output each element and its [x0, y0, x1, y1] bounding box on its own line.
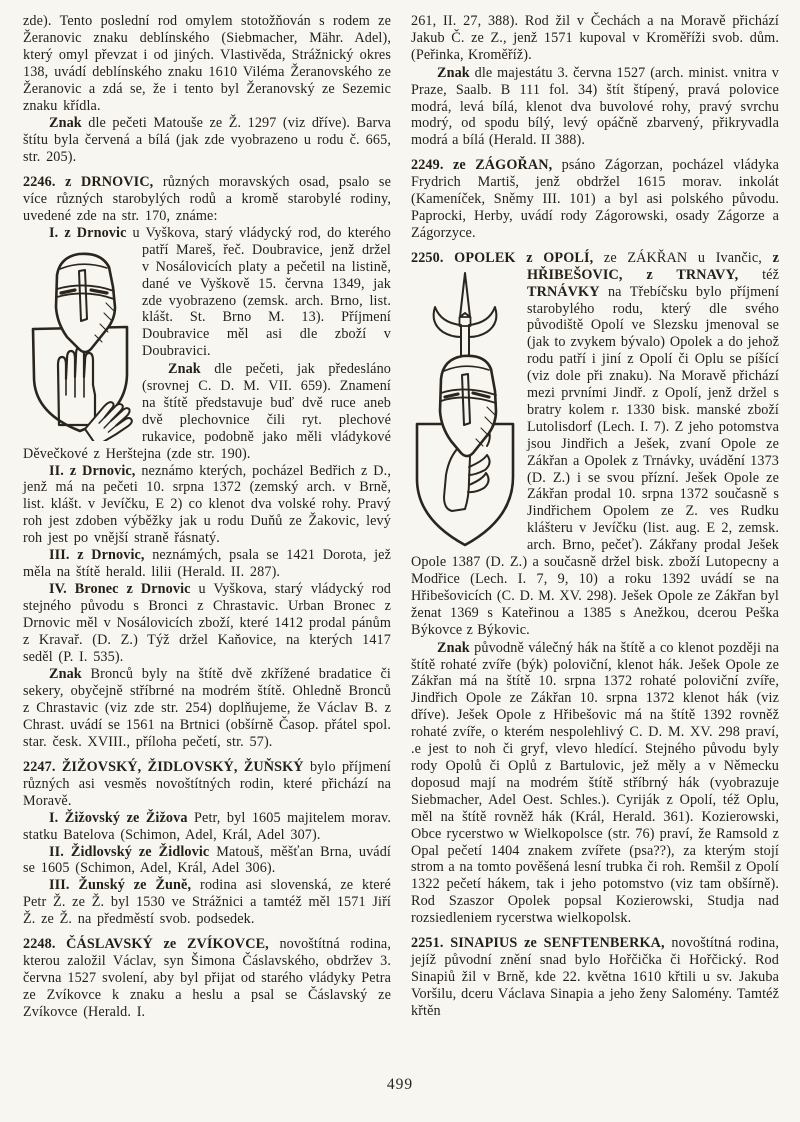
entry-2250-heading [411, 250, 779, 639]
entry-2246-heading [23, 174, 391, 225]
left-column [23, 13, 391, 1021]
body-text: u Vyškova, starý vládycký rod, [126, 224, 322, 241]
item-title: IV. Bronec z Drnovic [49, 580, 191, 597]
znak-label: Znak [437, 64, 470, 81]
entry-number-title: 2246. z DRNOVIC, [23, 174, 154, 191]
item-title: TRNÁVKY [527, 283, 600, 300]
entry-2247-item-2 [23, 844, 391, 878]
entry-number-title: 2251. SINAPIUS ze SENFTENBERKA, [411, 935, 665, 952]
drnovic-seal-figure [27, 245, 133, 441]
znak-label: Znak [437, 639, 470, 656]
paragraph-znak-zeranovic [23, 115, 391, 166]
body-text: dle majestátu 3. června 1527 (arch. minist. vnitra v Praze, Saalb. B 111 fol. 34) štít štípený, pravá polovice modrá, levá bílá, klenot dva buvolové rohy, pravý svrchu modrý, od spodu bílý, levý opáčně zbarvený, přikryvadla modrá a bílá (Herald. II 388). [411, 64, 779, 149]
body-text: ze ZÁKŘAN u Ivančic, [593, 249, 773, 266]
body-text: do kterého patří Mareš, řeč. Doubravice, jenž držel v Nosálovicích platy a pečetil na listině, dané ve Vyškově 15. června 1349, jak zde vyobrazeno (zemsk. arch. Brno, list. klášt. St. Brno M. 13). Příjmení Doubravice měl asi dle zboží v Doubravici. [142, 224, 391, 360]
entry-2246-item-1 [23, 225, 391, 360]
item-title: I. z Drnovic [49, 224, 127, 241]
paragraph-continuation [411, 13, 779, 64]
right-column [411, 13, 779, 1021]
body-text: 261, II. 27, 388). Rod žil v Čechách a na Moravě přichází Jakub Č. ze Z., jenž 1571 kupoval v Kroměříži svob. dům. (Peřinka, Kroměříž). [411, 13, 779, 63]
body-text: dle pečeti Matouše ze Ž. 1297 (viz dříve). Barva štítu byla červená a bílá (jak zde vyobrazeno u rodu č. 665, str. 205). [23, 115, 391, 166]
paragraph-znak-opolek [411, 640, 779, 927]
item-title: II. z Drnovic, [49, 462, 136, 479]
entry-2249-heading [411, 157, 779, 242]
item-title: z HŘIBEŠOVIC, z TRNAVY, [527, 249, 779, 283]
entry-2247-heading [23, 759, 391, 810]
entry-2248-heading [23, 936, 391, 1021]
body-text: Matouš, měšťan Brna, uvádí se 1605 (Schimon, Adel, Král, Adel 306). [23, 843, 391, 877]
page-number: 499 [386, 1076, 414, 1093]
entry-number-title: 2249. ze ZÁGOŘAN, [411, 157, 553, 174]
body-text: původně válečný hák na štítě a co klenot později na štítě rohaté zvíře (býk) poloviční, klenot hák. Ješek Opole ze Zákřan má na štítě 10. srpna 1372 rohaté poloviční zvíře, Jindřich Opole ze Zákřan 10. srpna 1372 klenot hák (viz dříve). Ješek Opole z Hřibešovic má na štítě 1392 rovněž rohaté zvíře, o kterém nespolehlivý C. D. M. XV. 298 praví, .e jest to noh či gryf, vlevo hledící. Stejného původu byly rody Opolů či Oplů z Bartulovic, jež měly a v Německu doposud mají na modrém štítě stříbrný hák (vyobrazuje Siebmacher, Adel Oest. Schles.). Cyriják z Opolí, též Oplu, měl na štítě rovněž hák (Král, Herald. 361). Kozierowski, Obce rycerstwo w Wielkopolsce (str. 76) praví, že Ramsold z Opal pečetí 1404 znakem zvířete (psa??), za kterým stojí strom a na tomto pověšená lesní trubka či roh. Remšil z Opolí 1322 pečetí hákem, tak i jeho potomstvo (viz tam obšírně). Rod Szaszor Opolek popsal Kozierowski, Studja nad rozsiedleniem rycerstwa wielkopolsk. [411, 639, 779, 927]
body-text: zde). Tento poslední rod omylem stotožňován s rodem ze Žeranovic znaku deblínského (Siebmacher, Mähr. Adel), který omyl převzat i od jiných. Vlastivěda, Strážnický okres 138, uvádí deblínského znaku 1610 Viléma Žeranovského ze Žeranovic a zdá se, že i tento byl Žeranovský ze Sezemic znaku křídla. [23, 13, 391, 114]
entry-2247-item-3 [23, 877, 391, 928]
paragraph-continuation [23, 13, 391, 114]
body-text: rodina asi slovenská, ze které Petr Ž. ze Ž. byl 1530 ve Strážnici a tamtéž měl 1571 Jiří Ž. ze Ž. na předměstí svob. podsedek. [23, 877, 391, 928]
item-title: III. z Drnovic, [49, 547, 145, 564]
entry-number-title: 2247. ŽIŽOVSKÝ, ŽIDLOVSKÝ, ŽUŇSKÝ [23, 758, 304, 775]
paragraph-znak-caslavsky [411, 65, 779, 150]
body-text: bylo příjmení různých asi vesměs novoštítných rodin, které přichází na Moravě. [23, 758, 391, 809]
body-text: neznámo kterých, pocházel Bedřich z D., jenž má na pečeti 10. srpna 1372 (zemský arch. v Brně, list. klášt. v Jevíčku, E 2) co klenot dva volské rohy. Pravý roh jest zdoben výběžky jak u rodu Duňů ze Žakovic, levý roh jest po vnější straně řásnatý. [23, 462, 391, 547]
entry-2246-item-4 [23, 581, 391, 666]
body-text: neznámých, psala se 1421 Dorota, jež měla na štítě herald. lilii (Herald. II. 287). [23, 547, 391, 580]
item-title: III. Žunský ze Žuně, [49, 877, 192, 894]
entry-2247-item-1 [23, 810, 391, 844]
znak-label: Znak [49, 115, 82, 132]
znak-label: Znak [49, 666, 82, 683]
body-text: Bronců byly na štítě dvě zkřížené bradatice či sekery, obyčejně stříbrné na modrém štítě. Ohledně Bronců z Chrastavic (viz zde str. 254) doplňujeme, že Václav B. z Chrast. uvádí se 1561 na Brtnici (obšírně Časop. přátel spol. star. česk. XVIII., příloha pečetí, str. 57). [23, 666, 391, 751]
body-text: též [738, 266, 779, 283]
entry-number-title: 2250. OPOLEK z OPOLÍ, [411, 249, 594, 266]
opolek-seal-figure [413, 271, 517, 549]
body-text: novoštítná rodina, jejíž původní znění snad bylo Hořčička či Hořčický. Rod Sinapiů žil v Brně, kde 22. května 1610 křtili u sv. Jakuba Voršilu, dceru Václava Sinapia a jeho ženy Salomény. Tamtéž křtěn [411, 935, 780, 1019]
body-text: dle pečeti, jak předesláno (srovnej C. D. M. VII. 659). Znamení na štítě představuje buď dvě ruce aneb dvě plechovnice čili ryt. plechové rukavice, podobně jako měli vládykové Děvečkové z Herštejna (zde str. 190). [23, 361, 391, 462]
entry-2246-item-3 [23, 547, 391, 581]
body-text: na Třebíčsku bylo příjmení starobylého rodu, který dle svého původiště Opolí ve Slezsku jmenoval se (jak to zvykem bývalo) Opolek a do jehož rodu patří i jiní z Opolí či Oplu se píšící (viz dole při znaku). Na Moravě přichází mezi prvními Jindř. z Opolí, jenž držel s bratry kolem r. 1330 bisk. manské zboží Lutolisdorf (Lech. I. 7). Z jeho potomstva jsou Jindřich a Ješek, zvaní Opole ze Zákřan a Opolek z Trnávky, uvádění 1373 (D. Z.) i se svou přízní. Ješek Opole ze Zákřan prodal 10. srpna 1372 současně s Jindřichem Opolem ze Z. ves Rudku klášteru v Jevíčku (list. aug. E 2, zemsk. arch. Brno, pečeť). Zákřany prodal Ješek Opole 1387 (D. Z.) a současně držel bisk. zboží Lutopecny a Modřice (Lech. I. 7, 9, 10) a roku 1392 uvádí se na Hřibešovicích (C. D. M. XV. 298). Ješek Opole ze Zákřan byl ženat 1369 s Kateřinou a 1385 s Anežkou, dcerou Peška Býkovce z Býkovic. [411, 283, 779, 638]
item-title: II. Židlovský ze Židlovic [49, 843, 210, 860]
paragraph-znak-broncu [23, 666, 391, 751]
entry-2251-heading [411, 935, 779, 1020]
body-text: Petr, byl 1605 majitelem morav. statku Batelova (Schimon, Adel, Král, Adel 307). [23, 809, 391, 843]
body-text: různých moravských osad, psalo se více různých starobylých rodů a kromě starobylé rodiny, uvedené zde na str. 170, známe: [23, 174, 391, 224]
body-text: novoštítná rodina, kterou založil Václav, syn Šimona Čáslavského, obdržev 3. června 1527 svolení, aby byl přijat od starého vládyky Petra ze Zvíkovce k znaku a heslu a psal se Čáslavský ze Zvíkovce (Herald. I. [23, 936, 391, 1020]
body-text: psáno Zágorzan, pocházel vládyka Frydrich Martiš, jenž obdržel 1615 morav. inkolát (Kameníček, Sněmy III. 101) a byl asi polského původu. Paprocki, Herby, uvádí rody Zágorowski, osady Zágorze a Zágorzyce. [411, 157, 779, 241]
entry-number-title: 2248. ČÁSLAVSKÝ ze ZVÍKOVCE, [23, 936, 269, 953]
item-title: I. Žižovský ze Žižova [49, 809, 188, 826]
entry-2246-item-2 [23, 463, 391, 548]
znak-label: Znak [168, 361, 201, 378]
body-text: u Vyškova, starý vládycký rod stejného původu s Bronci z Chrastavic. Urban Bronec z Drnovic měl v Nosálovicích zboží, které 1412 prodal pánům z Kravař. (D. Z.) Týž držel Kaňovice, na kterých 1417 seděl (P. I. 535). [23, 580, 391, 665]
